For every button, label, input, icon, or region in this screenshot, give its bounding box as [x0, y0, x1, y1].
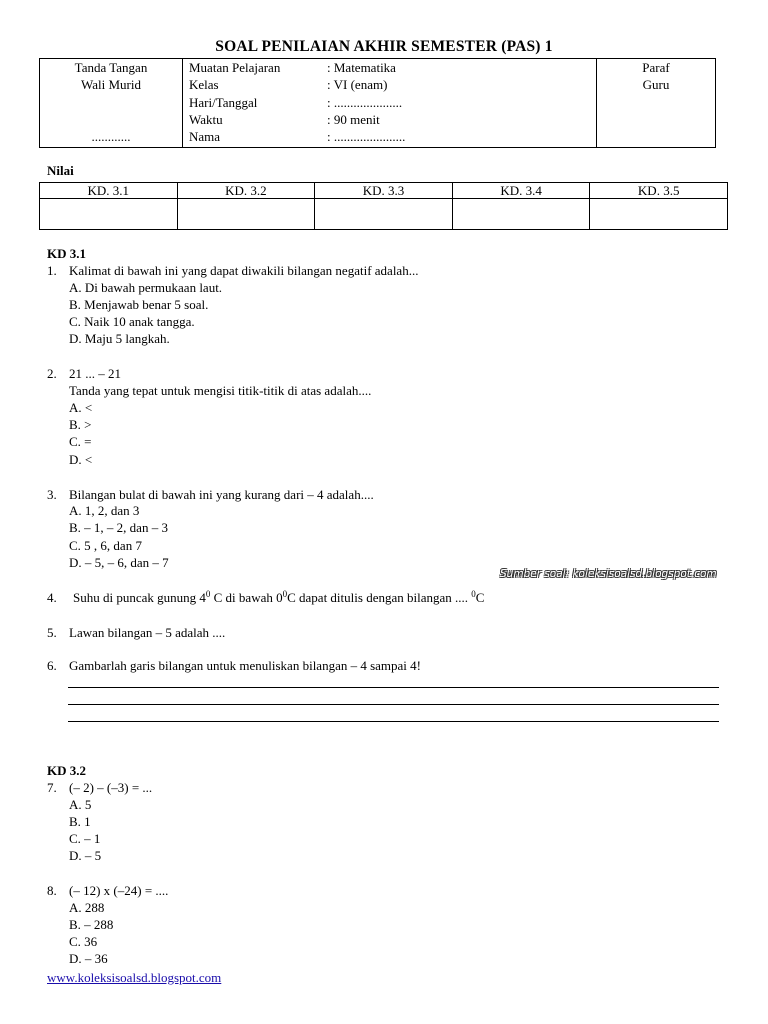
score-cell-kd32[interactable] [177, 199, 315, 230]
field-value-class: : VI (enam) [327, 77, 388, 92]
q4-degree-1: 0 [205, 589, 211, 599]
score-header-kd33: KD. 3.3 [315, 183, 453, 199]
score-label: Nilai [47, 163, 74, 178]
score-header-kd34: KD. 3.4 [452, 183, 590, 199]
field-label-name: Nama [189, 129, 221, 144]
field-value-time: : 90 menit [327, 112, 380, 127]
option-3d[interactable]: D. – 5, – 6, dan – 7 [69, 555, 169, 570]
signature-label: Tanda Tangan [74, 60, 148, 75]
paraf-label: Paraf [642, 60, 670, 75]
field-label-time: Waktu [189, 112, 223, 127]
score-cell-kd35[interactable] [590, 199, 728, 230]
section-heading-kd32: KD 3.2 [47, 763, 86, 778]
signature-blank: ............ [91, 129, 131, 144]
option-7c[interactable]: C. – 1 [69, 831, 101, 846]
signature-label-2: Wali Murid [81, 77, 141, 92]
signature-column [40, 59, 183, 147]
question-number-5: 5. [47, 625, 57, 640]
option-8a[interactable]: A. 288 [69, 900, 105, 915]
field-value-subject: : Matematika [327, 60, 396, 75]
question-text-5: Lawan bilangan – 5 adalah .... [69, 625, 226, 640]
option-7d[interactable]: D. – 5 [69, 848, 102, 863]
q4-text-part2: C di bawah 0 [210, 590, 283, 605]
source-watermark: Sumber soal: koleksisoalsd.blogspot.com [500, 568, 717, 580]
field-value-name[interactable]: : ...................... [327, 129, 406, 144]
question-number-2: 2. [47, 366, 57, 381]
option-8d[interactable]: D. – 36 [69, 951, 108, 966]
option-3c[interactable]: C. 5 , 6, dan 7 [69, 538, 142, 553]
score-header-kd35: KD. 3.5 [590, 183, 728, 199]
option-7a[interactable]: A. 5 [69, 797, 92, 812]
option-3b[interactable]: B. – 1, – 2, dan – 3 [69, 520, 168, 535]
question-number-7: 7. [47, 780, 57, 795]
question-text-8: (– 12) x (–24) = .... [69, 883, 169, 898]
q4-text-part4: C [475, 590, 485, 605]
score-cell-kd31[interactable] [40, 199, 178, 230]
question-text-6: Gambarlah garis bilangan untuk menuliskan bilangan – 4 sampai 4! [69, 658, 421, 673]
question-text-2-line2: Tanda yang tepat untuk mengisi titik-titik di atas adalah.... [69, 383, 372, 398]
q4-degree-2: 0 [282, 589, 288, 599]
question-number-1: 1. [47, 263, 57, 278]
option-1b[interactable]: B. Menjawab benar 5 soal. [69, 297, 209, 312]
q4-degree-3: 0 [471, 589, 476, 599]
question-text-4 [73, 589, 484, 606]
option-1c[interactable]: C. Naik 10 anak tangga. [69, 314, 195, 329]
option-8c[interactable]: C. 36 [69, 934, 98, 949]
question-number-4: 4. [47, 590, 57, 605]
option-2b[interactable]: B. > [69, 417, 92, 432]
question-text-7: (– 2) – (–3) = ... [69, 780, 153, 795]
answer-line-3[interactable] [68, 721, 719, 722]
score-header-kd32: KD. 3.2 [177, 183, 315, 199]
section-heading-kd31: KD 3.1 [47, 246, 86, 261]
option-7b[interactable]: B. 1 [69, 814, 91, 829]
score-table [39, 182, 728, 230]
paraf-column [597, 59, 715, 147]
field-label-subject: Muatan Pelajaran [189, 60, 281, 75]
question-text-1: Kalimat di bawah ini yang dapat diwakili bilangan negatif adalah... [69, 263, 419, 278]
option-2c[interactable]: C. = [69, 434, 92, 449]
option-3a[interactable]: A. 1, 2, dan 3 [69, 503, 140, 518]
option-1a[interactable]: A. Di bawah permukaan laut. [69, 280, 223, 295]
paraf-label-2: Guru [642, 77, 670, 92]
field-value-date[interactable]: : ..................... [327, 95, 403, 110]
info-fields-column [183, 59, 597, 147]
question-text-3: Bilangan bulat di bawah ini yang kurang dari – 4 adalah.... [69, 487, 374, 502]
answer-line-1[interactable] [68, 687, 719, 688]
student-info-table [39, 58, 716, 148]
footer-website-link[interactable]: www.koleksisoalsd.blogspot.com [47, 970, 222, 985]
score-cell-kd33[interactable] [315, 199, 453, 230]
question-number-8: 8. [47, 883, 57, 898]
field-label-date: Hari/Tanggal [189, 95, 258, 110]
field-label-class: Kelas [189, 77, 219, 92]
option-1d[interactable]: D. Maju 5 langkah. [69, 331, 170, 346]
question-number-3: 3. [47, 487, 57, 502]
option-2a[interactable]: A. < [69, 400, 93, 415]
question-number-6: 6. [47, 658, 57, 673]
option-8b[interactable]: B. – 288 [69, 917, 114, 932]
score-cell-kd34[interactable] [452, 199, 590, 230]
option-2d[interactable]: D. < [69, 452, 93, 467]
score-header-kd31: KD. 3.1 [40, 183, 178, 199]
q4-text-part3: C dapat ditulis dengan bilangan .... [287, 590, 472, 605]
question-text-2: 21 ... – 21 [69, 366, 121, 381]
answer-line-2[interactable] [68, 704, 719, 705]
page-title: SOAL PENILAIAN AKHIR SEMESTER (PAS) 1 [215, 38, 553, 55]
q4-text-part1: Suhu di puncak gunung 4 [73, 590, 206, 605]
